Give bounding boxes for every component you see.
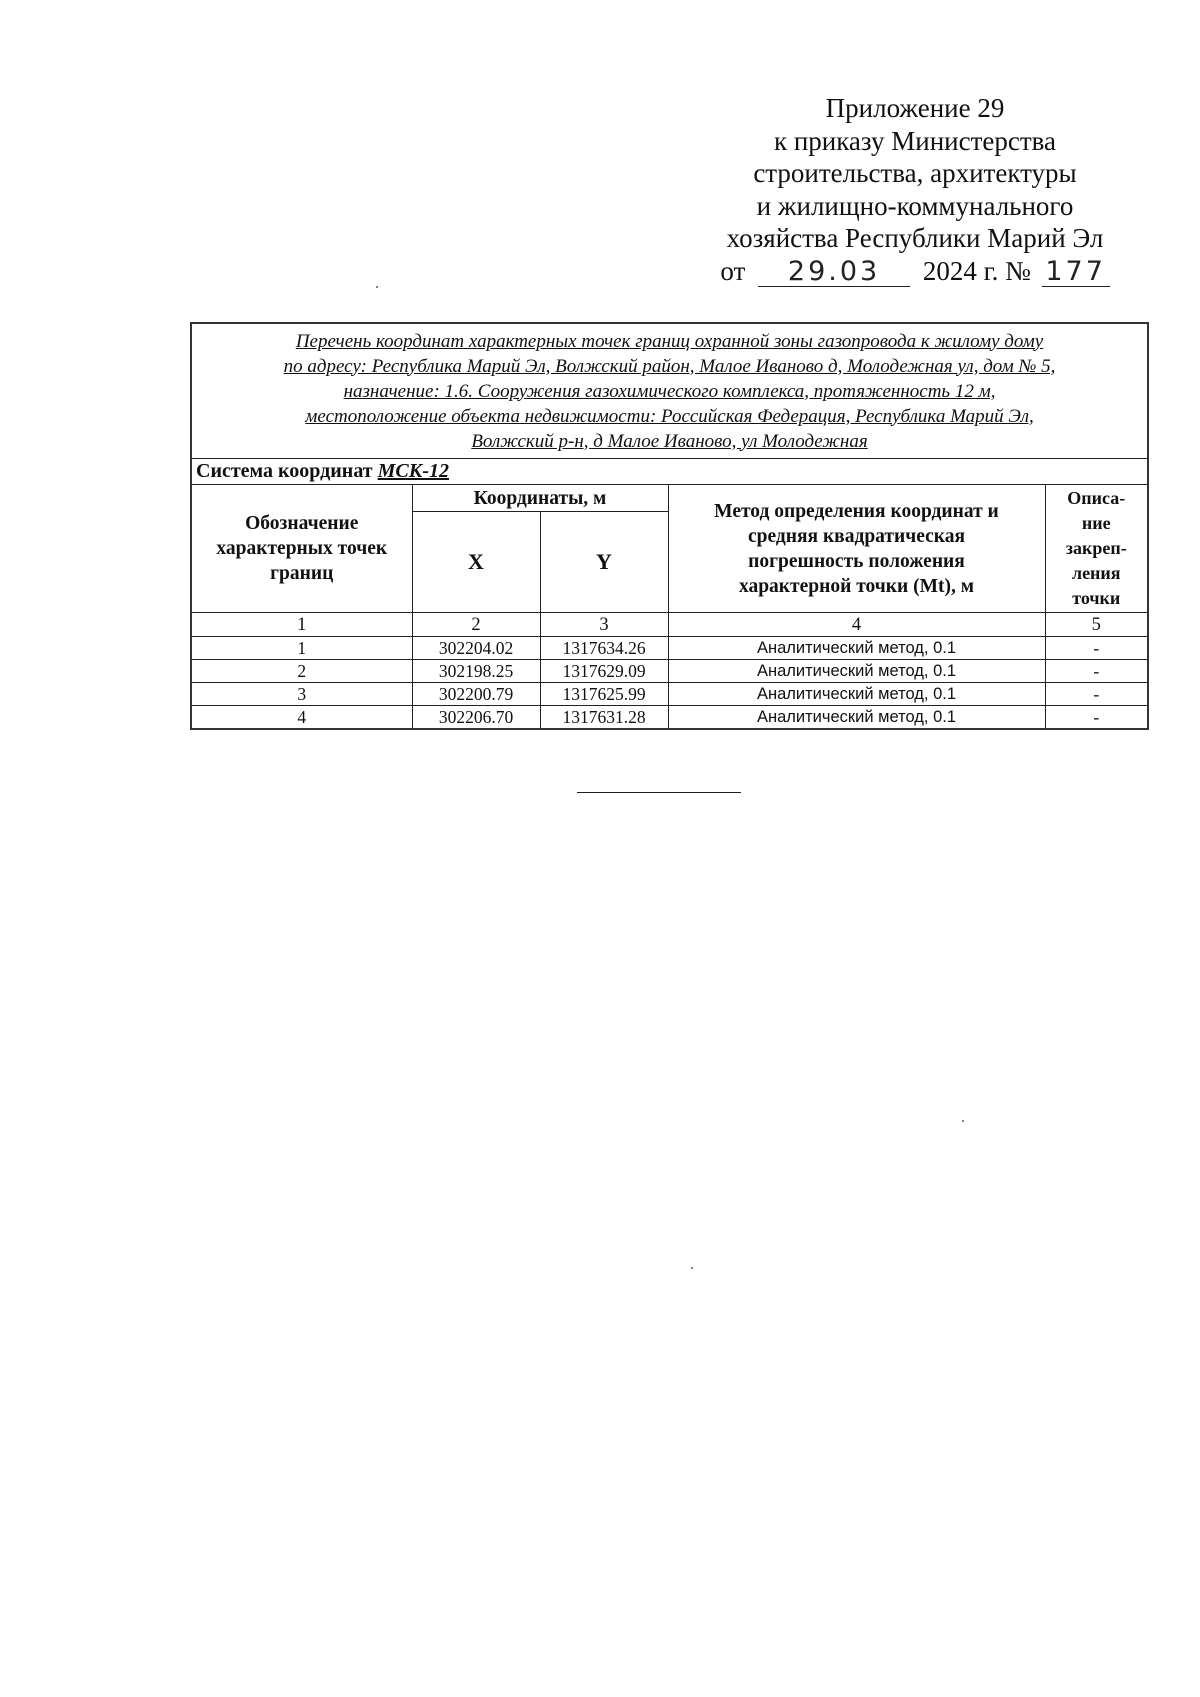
column-number: 4: [668, 613, 1045, 637]
date-prefix: от: [720, 255, 746, 286]
description-cell: -: [1045, 683, 1148, 706]
scan-speck: [962, 1120, 964, 1122]
appendix-header: [690, 92, 1140, 287]
coordinate-system-label: Система координат: [196, 460, 373, 482]
method-cell: Аналитический метод, 0.1: [668, 706, 1045, 730]
coordinate-system-row: [191, 459, 1148, 485]
table-row: [191, 683, 1148, 706]
column-number: 2: [412, 613, 540, 637]
column-number: 1: [191, 613, 412, 637]
method-cell: Аналитический метод, 0.1: [668, 637, 1045, 660]
coordinates-table: [190, 322, 1149, 730]
appendix-title: Приложение 29: [825, 93, 1005, 123]
method-cell: Аналитический метод, 0.1: [668, 660, 1045, 683]
point-number: 1: [191, 637, 412, 660]
year-number-label: 2024 г. №: [922, 255, 1031, 286]
order-date-line: [690, 255, 1140, 288]
table-row: [191, 706, 1148, 730]
coord-x: 302200.79: [412, 683, 540, 706]
scan-speck: [376, 286, 378, 288]
column-numbers-row: [191, 613, 1148, 637]
col-header-designation: Обозначение характерных точек границ: [191, 485, 412, 613]
table-title-line: местоположение объекта недвижимости: Российская Федерация, Республика Марий Эл,: [305, 405, 1034, 427]
description-cell: -: [1045, 660, 1148, 683]
table-title-line: назначение: 1.6. Сооружения газохимического комплекса, протяженность 12 м,: [343, 380, 996, 402]
handwritten-order-number: 177: [1042, 258, 1110, 287]
header-line-ministry-2: и жилищно-коммунального: [756, 190, 1074, 221]
description-cell: -: [1045, 637, 1148, 660]
header-line-ministry-1: строительства, архитектуры: [753, 158, 1077, 188]
table-title-line: по адресу: Республика Марий Эл, Волжский район, Малое Иваново д, Молодежная ул, дом № 5,: [283, 355, 1056, 377]
coord-y: 1317625.99: [540, 683, 668, 706]
header-line-order: к приказу Министерства: [773, 125, 1057, 156]
table-row: [191, 637, 1148, 660]
coord-y: 1317634.26: [540, 637, 668, 660]
col-header-method: Метод определения координат и средняя квадратическая погрешность положения характерной точки (Mt), м: [668, 485, 1045, 613]
col-header-coordinates: Координаты, м: [412, 485, 668, 512]
description-cell: -: [1045, 706, 1148, 730]
end-of-document-rule: [577, 792, 741, 793]
col-header-description: Описа- ние закреп- ления точки: [1045, 485, 1148, 613]
table-title-line: Перечень координат характерных точек границ охранной зоны газопровода к жилому дому: [295, 330, 1044, 352]
table-row: [191, 660, 1148, 683]
point-number: 3: [191, 683, 412, 706]
coord-y: 1317629.09: [540, 660, 668, 683]
coord-x: 302198.25: [412, 660, 540, 683]
col-header-y: Y: [540, 512, 668, 613]
col-header-x: X: [412, 512, 540, 613]
point-number: 4: [191, 706, 412, 730]
header-line-ministry-3: хозяйства Республики Марий Эл: [726, 223, 1104, 253]
table-title: [191, 323, 1148, 459]
coord-y: 1317631.28: [540, 706, 668, 730]
point-number: 2: [191, 660, 412, 683]
table-title-line: Волжский р-н, д Малое Иваново, ул Молодежная: [471, 430, 868, 452]
scan-speck: [691, 1267, 693, 1269]
coord-x: 302204.02: [412, 637, 540, 660]
handwritten-date: 29.03: [758, 258, 910, 287]
column-number: 5: [1045, 613, 1148, 637]
coordinate-system-value: МСК-12: [377, 460, 449, 482]
column-number: 3: [540, 613, 668, 637]
coord-x: 302206.70: [412, 706, 540, 730]
method-cell: Аналитический метод, 0.1: [668, 683, 1045, 706]
